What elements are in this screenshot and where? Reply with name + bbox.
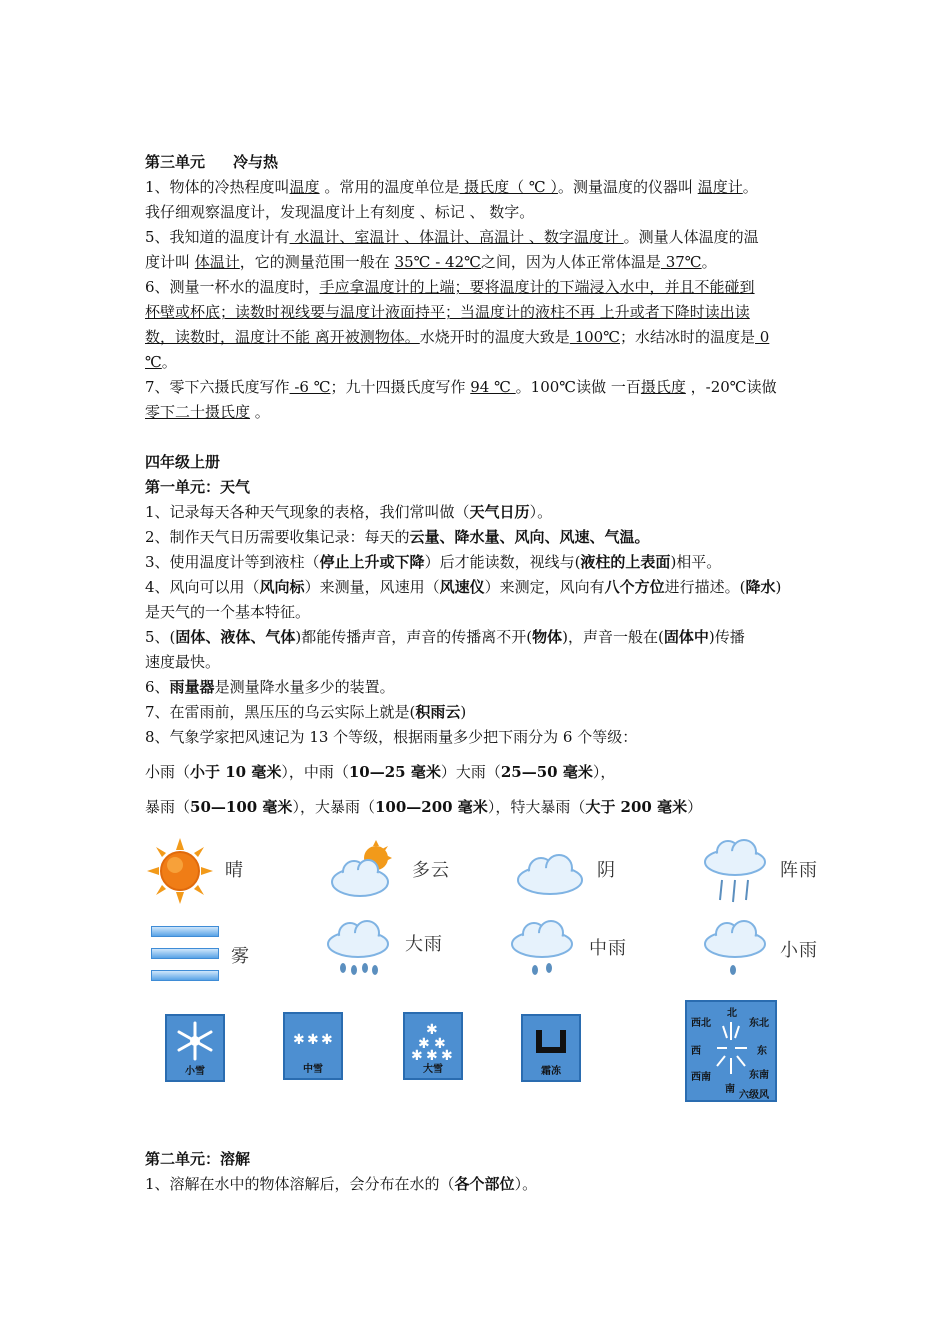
svg-text:✱: ✱ bbox=[411, 1048, 423, 1062]
unit3-title: 第三单元 bbox=[145, 153, 206, 171]
overcast-cell bbox=[515, 836, 665, 906]
heavy-rain-cell bbox=[323, 916, 473, 986]
item-4-3: 3、使用温度计等到液柱（停止上升或下降）后才能读数，视线与(液柱的上表面)相平。 bbox=[145, 553, 722, 571]
rain-levels-1: 小雨（小于 10 毫米），中雨（10—25 毫米）大雨（25—50 毫米）， bbox=[145, 763, 616, 781]
item-3-7: 7、零下六摄氏度写作 -6 ℃；九十四摄氏度写作 94 ℃ 。100℃读做 一百摄氏度 ，-20℃读做 bbox=[145, 378, 777, 396]
moderate-rain-cell bbox=[507, 916, 657, 986]
unit3-heading bbox=[145, 150, 809, 175]
label-light-rain: 小雨 bbox=[780, 940, 818, 961]
unit2-title: 第二单元：溶解 bbox=[145, 1150, 251, 1168]
label-sunny: 晴 bbox=[225, 860, 244, 881]
moderate-snow-box bbox=[283, 1012, 343, 1080]
label-frost: 霜冻 bbox=[541, 1066, 561, 1077]
svg-text:✱: ✱ bbox=[426, 1048, 438, 1062]
label-partly-cloudy: 多云 bbox=[412, 860, 450, 881]
fog-cell bbox=[145, 916, 295, 986]
label-shower: 阵雨 bbox=[780, 860, 818, 881]
partly-cloudy-icon bbox=[330, 840, 402, 902]
svg-text:✱: ✱ bbox=[293, 1032, 305, 1048]
wind-north: 北 bbox=[727, 1008, 737, 1019]
sunny-cell bbox=[145, 836, 295, 906]
overcast-icon bbox=[515, 848, 585, 898]
item-3-6-line3: 数，读数时，温度计不能 离开被测物体。水烧开时的温度大致是 100℃；水结冰时的温度是 0 bbox=[145, 328, 770, 346]
weather-row-3 bbox=[145, 1006, 820, 1101]
svg-text:✱: ✱ bbox=[434, 1036, 446, 1052]
item-u2-1: 1、溶解在水中的物体溶解后，会分布在水的（各个部位）。 bbox=[145, 1175, 538, 1193]
item-3-6: 6、测量一杯水的温度时，手应拿温度计的上端；要将温度计的下端浸入水中，并且不能碰到 bbox=[145, 278, 755, 296]
item-4-4: 4、风向可以用（风向标）来测量，风速用（风速仪）来测定，风向有八个方位进行描述。(降水) bbox=[145, 578, 782, 596]
item-4-5: 5、(固体、液体、气体)都能传播声音，声音的传播离不开(物体)，声音一般在(固体中)传播 bbox=[145, 628, 745, 646]
light-rain-cell bbox=[700, 916, 820, 986]
item-3-6-line4: ℃。 bbox=[145, 353, 177, 371]
item-4-2: 2、制作天气日历需要收集记录：每天的云量、降水量、风向、风速、气温。 bbox=[145, 528, 650, 546]
label-fog: 雾 bbox=[231, 946, 250, 967]
shower-icon bbox=[700, 836, 770, 906]
label-light-snow: 小雪 bbox=[185, 1066, 205, 1077]
label-moderate-snow: 中雪 bbox=[303, 1064, 323, 1075]
item-4-8: 8、气象学家把风速记为 13 个等级，根据雨量多少把下雨分为 6 个等级： bbox=[145, 728, 638, 746]
weather-row-1 bbox=[145, 836, 820, 906]
frost-box bbox=[521, 1014, 581, 1082]
wind-level: 六级风 bbox=[739, 1090, 769, 1101]
weather-symbol-chart bbox=[145, 836, 820, 1101]
wind-west: 西 bbox=[691, 1046, 701, 1057]
wind-rose bbox=[685, 1000, 777, 1102]
unit1-title: 第一单元：天气 bbox=[145, 478, 251, 496]
wind-northwest: 西北 bbox=[691, 1018, 711, 1029]
item-3-5: 5、我知道的温度计有 水温计、室温计 、体温计、高温计 、数字温度计 。测量人体温度的温 bbox=[145, 228, 759, 246]
wind-southeast: 东南 bbox=[749, 1070, 769, 1081]
document-page bbox=[145, 150, 818, 1197]
heavy-snow-box bbox=[403, 1012, 463, 1080]
light-snow-box bbox=[165, 1014, 225, 1082]
item-3-1: 1、物体的冷热程度叫温度 。常用的温度单位是 摄氏度（ ℃ ）。测量温度的仪器叫 温度计。 bbox=[145, 178, 758, 196]
label-heavy-snow: 大雪 bbox=[423, 1064, 443, 1075]
snowflakes-pile-icon bbox=[405, 1016, 461, 1062]
shower-cell bbox=[700, 836, 820, 906]
item-3-7-line2: 零下二十摄氏度 。 bbox=[145, 403, 270, 421]
rain-levels-2: 暴雨（50—100 毫米），大暴雨（100—200 毫米），特大暴雨（大于 200 毫米） bbox=[145, 798, 703, 816]
label-overcast: 阴 bbox=[597, 860, 616, 881]
item-4-4-line2: 是天气的一个基本特征。 bbox=[145, 603, 311, 621]
item-3-5-line2: 度计叫 体温计，它的测量范围一般在 35℃ - 42℃之间，因为人体正常体温是 37℃。 bbox=[145, 253, 717, 271]
label-moderate-rain: 中雨 bbox=[589, 938, 627, 959]
snowflakes-icon bbox=[285, 1016, 341, 1062]
item-4-6: 6、雨量器是测量降水量多少的装置。 bbox=[145, 678, 395, 696]
weather-row-2 bbox=[145, 916, 820, 986]
grade4-title: 四年级上册 bbox=[145, 453, 221, 471]
unit3-subtitle: 冷与热 bbox=[233, 153, 279, 171]
item-4-1: 1、记录每天各种天气现象的表格，我们常叫做（天气日历）。 bbox=[145, 503, 553, 521]
frost-icon bbox=[523, 1018, 579, 1064]
item-3-6-line2: 杯壁或杯底；读数时视线要与温度计液面持平；当温度计的液柱不再 上升或者下降时读出读 bbox=[145, 303, 750, 321]
item-4-5-line2: 速度最快。 bbox=[145, 653, 221, 671]
wind-east: 东 bbox=[757, 1046, 767, 1057]
svg-text:✱: ✱ bbox=[441, 1048, 453, 1062]
wind-south: 南 bbox=[725, 1084, 735, 1095]
moderate-rain-icon bbox=[507, 916, 577, 986]
item-3-1-line2: 我仔细观察温度计，发现温度计上有刻度 、标记 、 数字。 bbox=[145, 203, 535, 221]
svg-text:✱: ✱ bbox=[426, 1022, 438, 1038]
snowflake-icon bbox=[167, 1018, 223, 1064]
item-4-7: 7、在雷雨前，黑压压的乌云实际上就是(积雨云) bbox=[145, 703, 467, 721]
sun-icon bbox=[145, 836, 215, 906]
svg-text:✱: ✱ bbox=[307, 1032, 319, 1048]
wind-northeast: 东北 bbox=[749, 1018, 769, 1029]
svg-text:✱: ✱ bbox=[418, 1036, 430, 1052]
light-rain-icon bbox=[700, 916, 770, 986]
label-heavy-rain: 大雨 bbox=[405, 934, 443, 955]
heavy-rain-icon bbox=[323, 916, 393, 986]
cloudy-cell bbox=[330, 836, 480, 906]
svg-text:✱: ✱ bbox=[321, 1032, 333, 1048]
wind-southwest: 西南 bbox=[691, 1072, 711, 1083]
